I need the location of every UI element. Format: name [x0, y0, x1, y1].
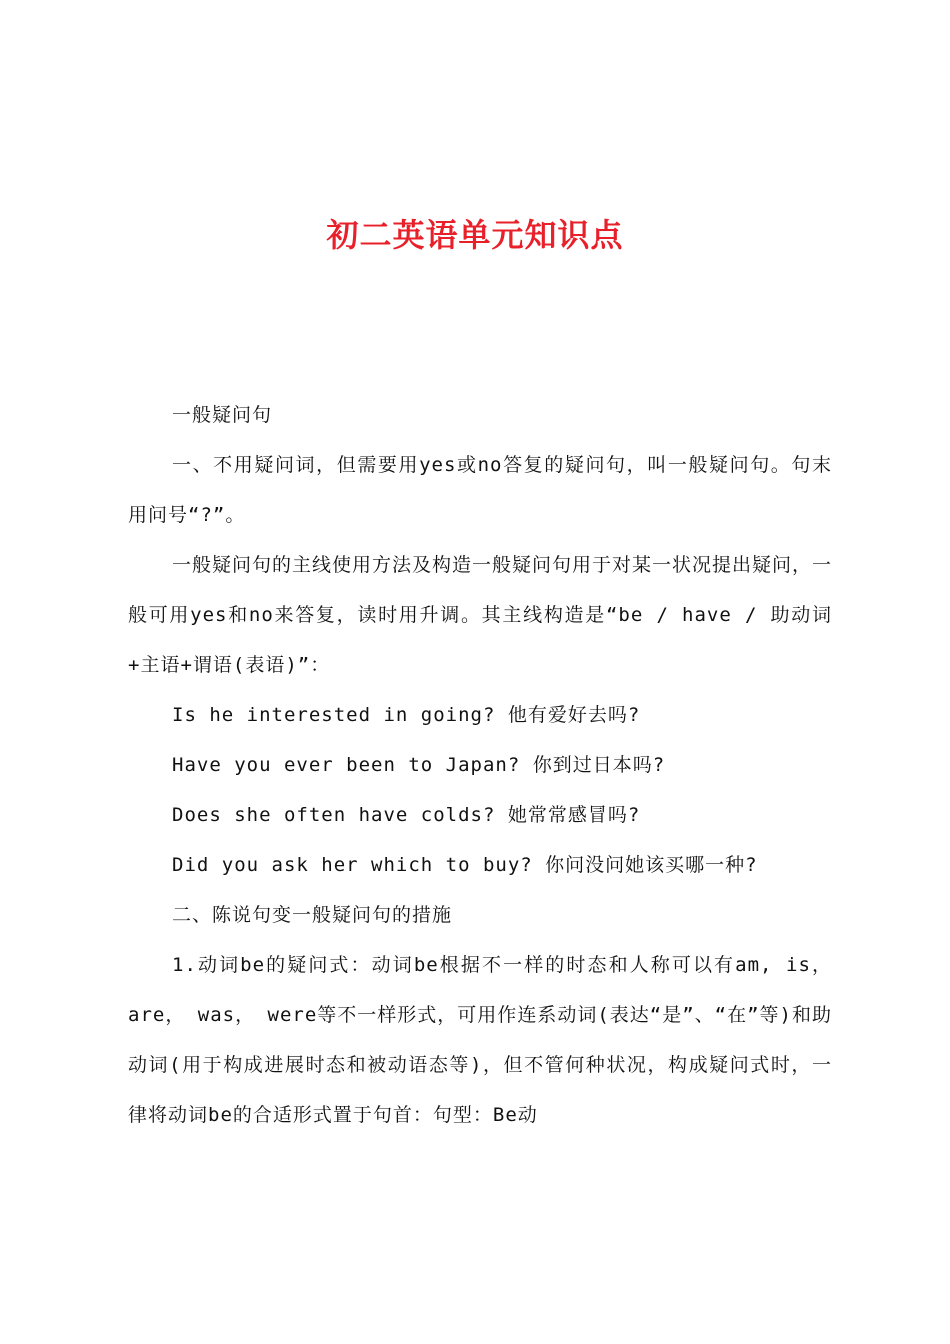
document-title: 初二英语单元知识点	[326, 216, 624, 254]
paragraph-example-1: Is he interested in going? 他有爱好去吗?	[172, 704, 641, 726]
document-body	[128, 390, 832, 1140]
paragraph-example-2: Have you ever been to Japan? 你到过日本吗?	[172, 754, 666, 776]
paragraph-example-3: Does she often have colds? 她常常感冒吗?	[172, 804, 641, 826]
paragraph-definition: 一、不用疑问词，但需要用yes或no答复的疑问句，叫一般疑问句。句末用问号“?”。	[128, 454, 832, 526]
paragraph-structure: 一般疑问句的主线使用方法及构造一般疑问句用于对某一状况提出疑问，一般可用yes和no来答复，读时用升调。其主线构造是“be / have / 助动词+主语+谓语(表语)”：	[128, 554, 833, 676]
paragraph-example-4: Did you ask her which to buy? 你问没问她该买哪一种?	[172, 854, 758, 876]
paragraph-heading-general-questions: 一般疑问句	[172, 404, 273, 426]
paragraph-heading-conversion: 二、陈说句变一般疑问句的措施	[172, 904, 453, 926]
paragraph-be-verb-rule: 1.动词be的疑问式：动词be根据不一样的时态和人称可以有am, is， are， was， were等不一样形式，可用作连系动词(表达“是”、“在”等)和助动词(用于构成进展时态和被动语态等)，但不管何种状况，构成疑问式时，一律将动词be的合适形式置于句首：句型：Be动	[128, 954, 832, 1126]
